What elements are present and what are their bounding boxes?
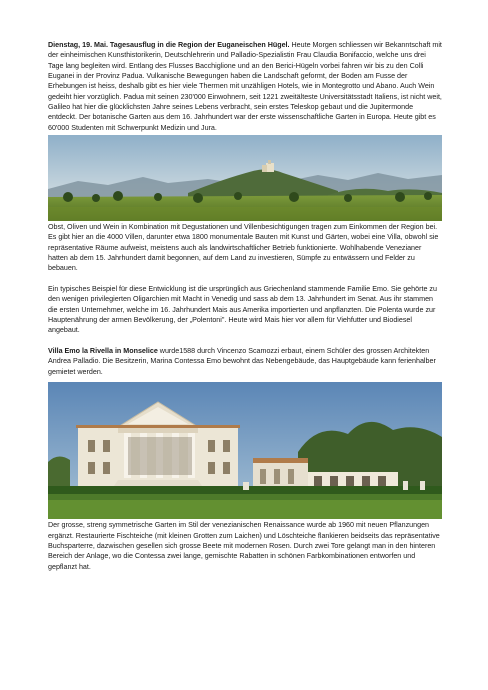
paragraph-villas-economy: Obst, Oliven und Wein in Kombination mit Degustationen und Villenbesichtigungen tragen zum Einkommen der Region bei. Es gibt hier an die 4000 Villen, darunter etwa 1800 monumentale Bauten mit Kunst und Gärten, wobei eine Villa, obwohl sie repräsentative Räume aufweist, meistens auch als landwirtschaftlicher Betrieb funktionierte. Wohlhabende Venezianer hatten ab dem 15. Jahrhundert damit begonnen, auf dem Land zu investieren, Sümpfe zu entwässern und Felder zu bebauen. (48, 223, 439, 273)
day-heading: Dienstag, 19. Mai. Tagesausflug in die Region der Euganeischen Hügel. (48, 41, 290, 49)
paragraph-excursion-intro (48, 40, 442, 133)
paragraph-garden: Der grosse, streng symmetrische Garten im Stil der venezianischen Renaissance wurde ab 1960 mit neuen Pflanzungen ergänzt. Restaurierte Fischteiche (mit kleinen Grotten zum Laichen) und Löschteiche flankieren beidseits das repräsentative Buchsparterre, dazwischen gesellen sich grosse Beete mit modernen Rosen. Durch zwei Tore gelangt man in den hinteren Bereich der Anlage, wo die Contessa zwei lange, gemischte Rabatten in schönen Farbkombinationen entworfen und gepflanzt hat. (48, 521, 440, 571)
villa-emo-photo (48, 382, 442, 519)
euganean-hills-photo (48, 135, 442, 221)
paragraph-villa-emo (48, 346, 442, 377)
document-page (48, 40, 442, 572)
paragraph-emo-family: Ein typisches Beispiel für diese Entwicklung ist die ursprünglich aus Griechenland stammende Familie Emo. Sie gehörte zu den wenigen privilegierten Oligarchien mit Macht in Venedig und sass ab dem 13. Jahrhundert im Senat. Aus ihr stammen die ersten Unternehmer, welche im 16. Jahrhundert Mais aus Amerika importierten und anpflanzten. Die Polenta wurde zur Hauptenährung der armen Bevölkerung, der „Polentoni". Heute wird Mais hier vor allem für Viehfutter und Biodiesel angebaut. (48, 285, 437, 335)
intro-text: Heute Morgen schliessen wir Bekanntschaft mit der einheimischen Kunsthistorikerin, Deutschlehrerin und Palladio-Spezialistin Frau Claudia Bonifaccio, welche uns drei Tage lang begleiten wird. Entlang des Flusses Bacchiglione und an den Berici-Hügeln vorbei fahren wir bis zu den Colli Euganei in der Provinz Padua. Vulkanische Bewegungen haben die Landschaft geformt, der Boden am Fusse der Erhebungen ist heiss, deshalb gibt es hier viele Thermen mit unzähligen Hotels, wie in Montegrotto und Abano. Auch Wein gedeiht hier vorzüglich. Padua mit seinen 230'000 Einwohnern, seit 1221 zweitälteste Universitätsstadt Italiens, ist nicht weit, Galileo hat hier die glücklichsten Jahre seines Lebens verbracht, sein erstes Teleskop gebaut und die Jupitermonde entdeckt. Der botanische Garten aus dem 16. Jahrhundert war der erste wissenschaftliche Garten in Europa. Heute gibt es 60'000 Studenten mit Schwerpunkt Medizin und Jura. (48, 41, 442, 132)
villa-heading: Villa Emo la Rivella in Monselice (48, 347, 158, 356)
villa-text: wurde1588 durch Vincenzo Scamozzi erbaut, einem Schüler des grossen Architekten Andrea Palladio. Die Besitzerin, Marina Contessa Emo bewohnt das Nebengebäude, das Hauptgebäude kann ferienhalber gemietet werden. (48, 347, 436, 376)
